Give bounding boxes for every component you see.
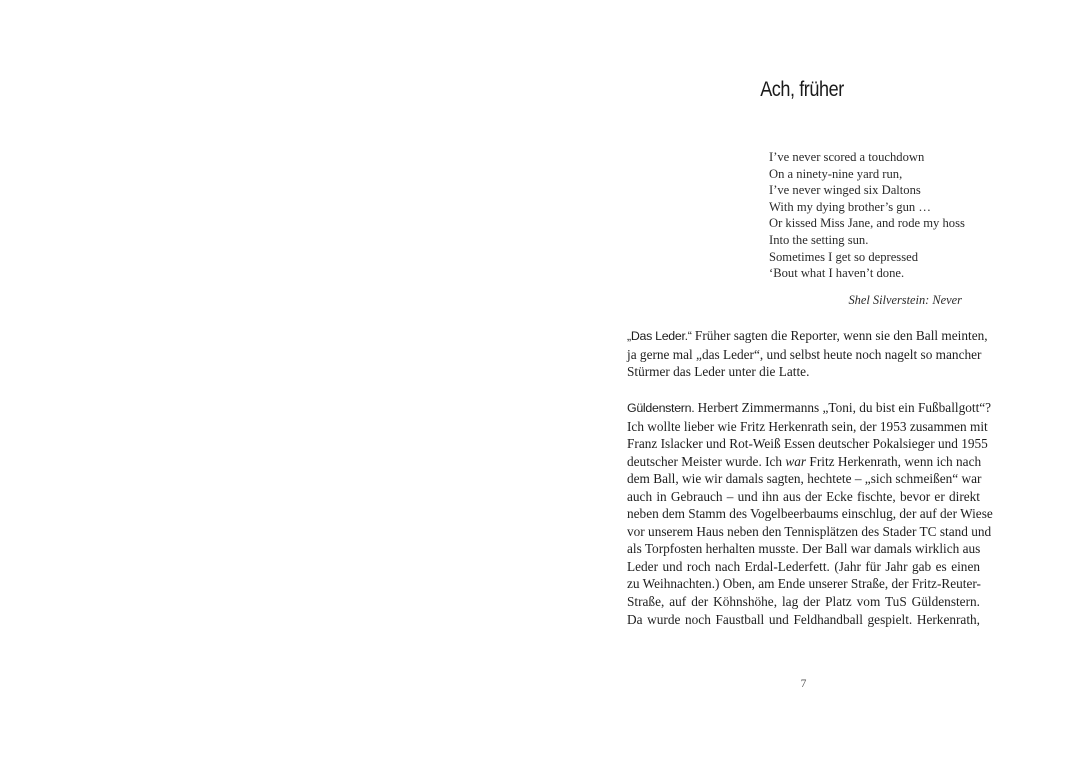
text-line: Franz Islacker und Rot-Weiß Essen deutscher Pokalsieger und 1955: [627, 436, 988, 452]
epigraph-line: Into the setting sun.: [769, 232, 869, 247]
chapter-title: Ach, früher: [760, 78, 844, 101]
text-line: ja gerne mal „das Leder“, und selbst heute noch nagelt so mancher: [627, 346, 982, 362]
epigraph-line: Sometimes I get so depressed: [769, 249, 918, 264]
paragraph-lead: „Das Leder.“: [627, 329, 692, 343]
emphasis-word: war: [785, 453, 807, 469]
text-run: Fritz Herkenrath, wenn ich nach: [806, 453, 982, 469]
epigraph-line: I’ve never scored a touchdown: [769, 150, 925, 164]
text-line: Stürmer das Leder unter die Latte.: [627, 364, 810, 380]
text-line: vor unserem Haus neben den Tennisplätzen des Stader TC stand und: [627, 523, 992, 539]
epigraph-attribution: Shel Silverstein: Never: [848, 293, 962, 307]
text-line: [627, 399, 992, 418]
text-run: Früher sagten die Reporter, wenn sie den Ball meinten,: [691, 328, 988, 343]
text-run: deutscher Meister wurde. Ich: [627, 453, 786, 469]
epigraph-line: ‘Bout what I haven’t done.: [769, 266, 905, 281]
text-line: Ich wollte lieber wie Fritz Herkenrath sein, der 1953 zusammen mit: [627, 418, 988, 434]
text-line: Leder und roch nach Erdal-Lederfett. (Jahr für Jahr gab es einen: [627, 558, 980, 574]
epigraph-poem: [769, 149, 969, 282]
paragraph-das-leder: [627, 327, 988, 381]
text-line: neben dem Stamm des Vogelbeerbaums einschlug, der auf der Wiese: [627, 506, 993, 522]
text-line: zu Weihnachten.) Oben, am Ende unserer Straße, der Fritz-Reuter-: [627, 576, 981, 592]
epigraph-line: Or kissed Miss Jane, and rode my hoss: [769, 216, 965, 231]
text-line: [627, 453, 980, 471]
text-line: Da wurde noch Faustball und Feldhandball gespielt. Herkenrath,: [627, 611, 980, 627]
page-number: 7: [800, 678, 807, 690]
epigraph-line: On a ninety-nine yard run,: [769, 166, 903, 181]
epigraph-line: I’ve never winged six Daltons: [769, 183, 921, 198]
text-line: [627, 327, 988, 346]
text-run: Herbert Zimmermanns „Toni, du bist ein Fußballgott“?: [694, 400, 992, 415]
text-line: als Torpfosten herhalten musste. Der Ball war damals wirklich aus: [627, 541, 981, 557]
text-line: dem Ball, wie wir damals sagten, hechtete – „sich schmeißen“ war: [627, 471, 982, 487]
paragraph-guldenstern: [627, 399, 993, 628]
paragraph-lead: Güldenstern.: [627, 401, 695, 415]
right-page: [540, 0, 1080, 764]
text-line: auch in Gebrauch – und ihn aus der Ecke fischte, bevor er direkt: [627, 488, 980, 504]
epigraph-line: With my dying brother’s gun …: [769, 199, 931, 214]
text-line: Straße, auf der Köhnshöhe, lag der Platz vom TuS Güldenstern.: [627, 594, 980, 610]
